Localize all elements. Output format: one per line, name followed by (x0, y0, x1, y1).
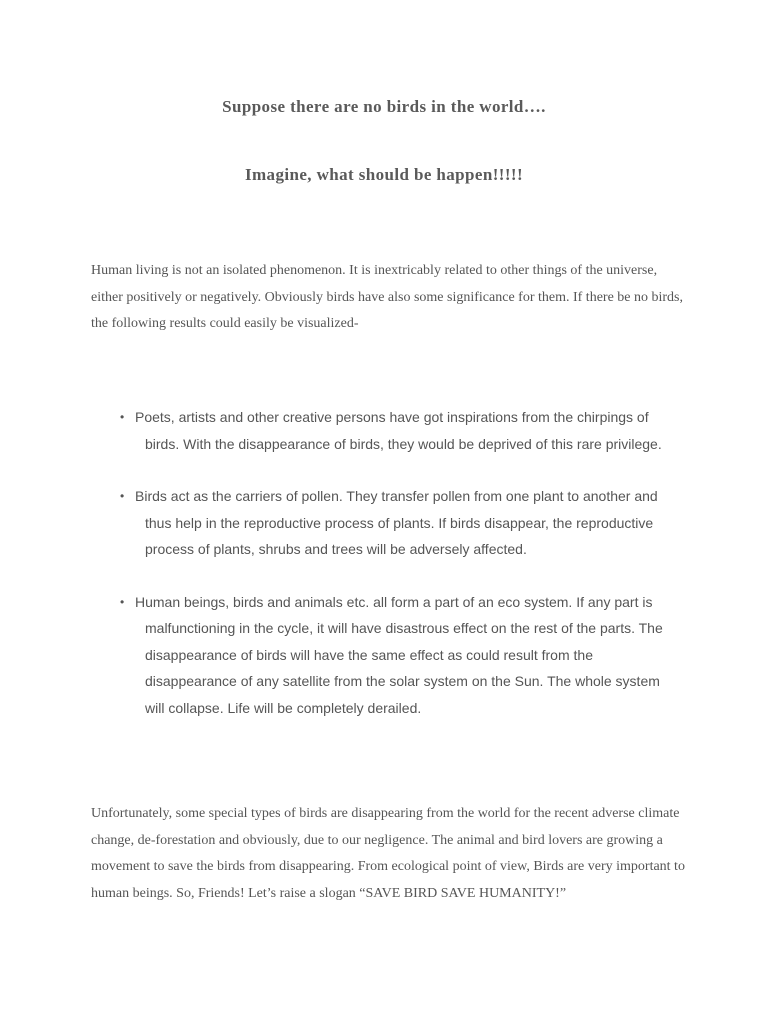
list-item-text: Poets, artists and other creative persons have got inspirations from the chirpings of birds. With the disappearance of birds, they would be deprived of this rare privilege. (135, 409, 662, 452)
conclusion-paragraph: Unfortunately, some special types of birds are disappearing from the world for the recent adverse climate change, de-forestation and obviously, due to our negligence. The animal and bird lovers are growing a movement to save the birds from disappearing. From ecological point of view, Birds are very important to human beings. So, Friends! Let’s raise a slogan “SAVE BIRD SAVE HUMANITY!” (91, 806, 685, 901)
list-item-text: Human beings, birds and animals etc. all form a part of an eco system. If any part is malfunctioning in the cycle, it will have disastrous effect on the rest of the parts. The disappearance of birds will have the same effect as could result from the disappearance of any satellite from the solar system on the Sun. The whole system will collapse. Life will be completely derailed. (135, 593, 663, 716)
bullet-list (120, 404, 680, 747)
document-subtitle: Imagine, what should be happen!!!!! (244, 165, 523, 184)
list-item-text: Birds act as the carriers of pollen. They transfer pollen from one plant to another and thus help in the reproductive process of plants. If birds disappear, the reproductive process of plants, shrubs and trees will be adversely affected. (135, 488, 658, 557)
document-title: Suppose there are no birds in the world…. (222, 97, 546, 116)
list-item (120, 483, 680, 563)
bullet-icon: • (120, 594, 125, 609)
intro-paragraph: Human living is not an isolated phenomenon. It is inextricably related to other things of the universe, either positively or negatively. Obviously birds have also some significance for them. If there be no birds, the following results could easily be visualized- (91, 263, 683, 331)
bullet-icon: • (120, 410, 125, 424)
bullet-icon: • (120, 489, 125, 503)
list-item (120, 404, 680, 457)
list-item (120, 589, 680, 722)
